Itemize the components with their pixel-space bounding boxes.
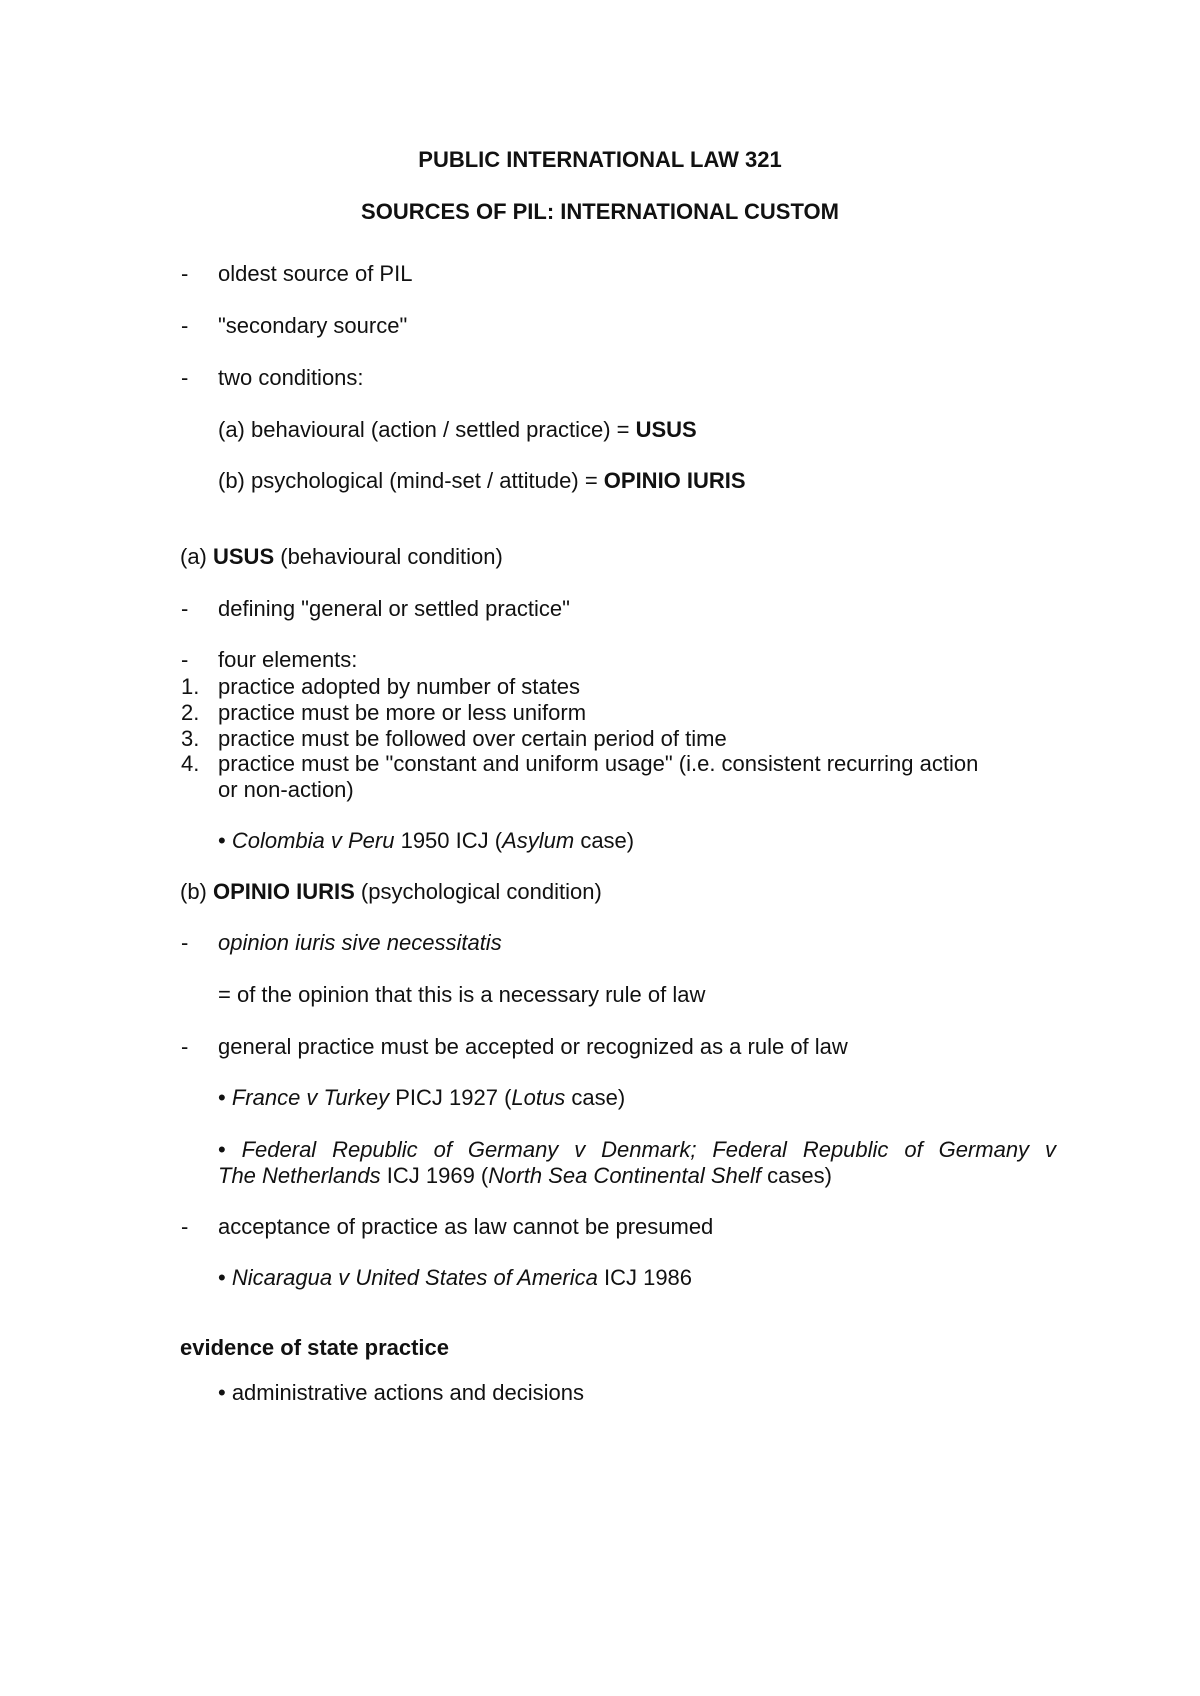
bullet-marker: • xyxy=(218,828,232,853)
dash-marker: - xyxy=(181,596,189,621)
case-word: Republic xyxy=(802,1137,889,1162)
element-text: practice must be more or less uniform xyxy=(218,700,587,725)
bullet-marker: • xyxy=(218,1085,232,1110)
intro-item-oldest: oldest source of PIL xyxy=(218,261,413,286)
dash-marker: - xyxy=(181,313,189,338)
element-number: 4. xyxy=(181,751,200,776)
bullet-marker: • xyxy=(218,1137,226,1162)
case-word: Germany xyxy=(467,1137,559,1162)
case-word: Denmark; xyxy=(601,1137,697,1162)
case-nicaragua-usa xyxy=(218,1264,692,1292)
case-word: Republic xyxy=(332,1137,418,1162)
opinio-heading-prefix: (b) xyxy=(180,879,213,904)
case-name: France v Turkey xyxy=(231,1085,390,1110)
case-citation: ICJ 1986 xyxy=(597,1265,693,1290)
case-citation: ICJ 1969 ( xyxy=(380,1163,489,1188)
opinio-item-not-presumed: acceptance of practice as law cannot be presumed xyxy=(218,1214,714,1239)
case-name: Colombia v Peru xyxy=(231,828,395,853)
case-name: Nicaragua v United States of America xyxy=(231,1265,598,1290)
condition-b xyxy=(218,467,746,495)
case-word: Germany xyxy=(938,1137,1030,1162)
element-number: 2. xyxy=(181,700,200,725)
dash-marker: - xyxy=(181,365,189,390)
doc-title: PUBLIC INTERNATIONAL LAW 321 xyxy=(418,147,782,172)
element-text: practice adopted by number of states xyxy=(218,674,580,699)
usus-heading-prefix: (a) xyxy=(180,544,213,569)
case-suffix: cases) xyxy=(761,1163,832,1188)
case-suffix: case) xyxy=(565,1085,626,1110)
usus-heading xyxy=(180,543,503,571)
dash-marker: - xyxy=(181,1034,189,1059)
opinio-heading xyxy=(180,878,602,906)
condition-a-term: USUS xyxy=(635,417,697,442)
case-word: Federal xyxy=(241,1137,317,1162)
case-word: of xyxy=(433,1137,452,1162)
element-number: 3. xyxy=(181,726,200,751)
usus-item-four-elements: four elements: xyxy=(218,647,358,672)
case-citation: 1950 ICJ ( xyxy=(394,828,503,853)
case-name: The Netherlands xyxy=(218,1163,381,1188)
case-north-sea-line1 xyxy=(218,1136,1056,1164)
opinio-definition: = of the opinion that this is a necessary rule of law xyxy=(218,982,706,1007)
usus-heading-suffix: (behavioural condition) xyxy=(274,544,503,569)
case-suffix: case) xyxy=(574,828,635,853)
case-citation: PICJ 1927 ( xyxy=(389,1085,512,1110)
usus-heading-term: USUS xyxy=(213,544,275,569)
case-alias: North Sea Continental Shelf xyxy=(488,1163,761,1188)
opinio-heading-suffix: (psychological condition) xyxy=(354,879,602,904)
case-word: of xyxy=(904,1137,923,1162)
element-number: 1. xyxy=(181,674,200,699)
condition-a-text: (a) behavioural (action / settled practice) = xyxy=(218,417,636,442)
intro-item-conditions: two conditions: xyxy=(218,365,364,390)
case-word: v xyxy=(1044,1137,1056,1162)
opinio-item-accepted: general practice must be accepted or recognized as a rule of law xyxy=(218,1034,848,1059)
element-text: practice must be followed over certain period of time xyxy=(218,726,727,751)
doc-subtitle: SOURCES OF PIL: INTERNATIONAL CUSTOM xyxy=(361,199,839,224)
condition-b-term: OPINIO IURIS xyxy=(603,468,746,493)
opinio-latin-phrase: opinion iuris sive necessitatis xyxy=(218,930,502,955)
evidence-item-administrative: • administrative actions and decisions xyxy=(218,1380,584,1405)
element-text-continued: or non-action) xyxy=(218,777,354,802)
dash-marker: - xyxy=(181,1214,189,1239)
case-alias: Lotus xyxy=(511,1085,566,1110)
case-alias: Asylum xyxy=(502,828,575,853)
dash-marker: - xyxy=(181,647,189,672)
intro-item-secondary: "secondary source" xyxy=(218,313,408,338)
dash-marker: - xyxy=(181,930,189,955)
condition-a xyxy=(218,416,697,444)
case-france-turkey xyxy=(218,1084,625,1112)
dash-marker: - xyxy=(181,261,189,286)
condition-b-text: (b) psychological (mind-set / attitude) = xyxy=(218,468,604,493)
evidence-heading: evidence of state practice xyxy=(180,1335,450,1360)
case-colombia-peru xyxy=(218,827,634,855)
case-north-sea-line2 xyxy=(218,1162,832,1190)
opinio-heading-term: OPINIO IURIS xyxy=(213,879,355,904)
usus-item-defining: defining "general or settled practice" xyxy=(218,596,570,621)
element-text: practice must be "constant and uniform usage" (i.e. consistent recurring action xyxy=(218,751,979,776)
bullet-marker: • xyxy=(218,1265,232,1290)
case-word: Federal xyxy=(712,1137,787,1162)
case-word: v xyxy=(574,1137,586,1162)
